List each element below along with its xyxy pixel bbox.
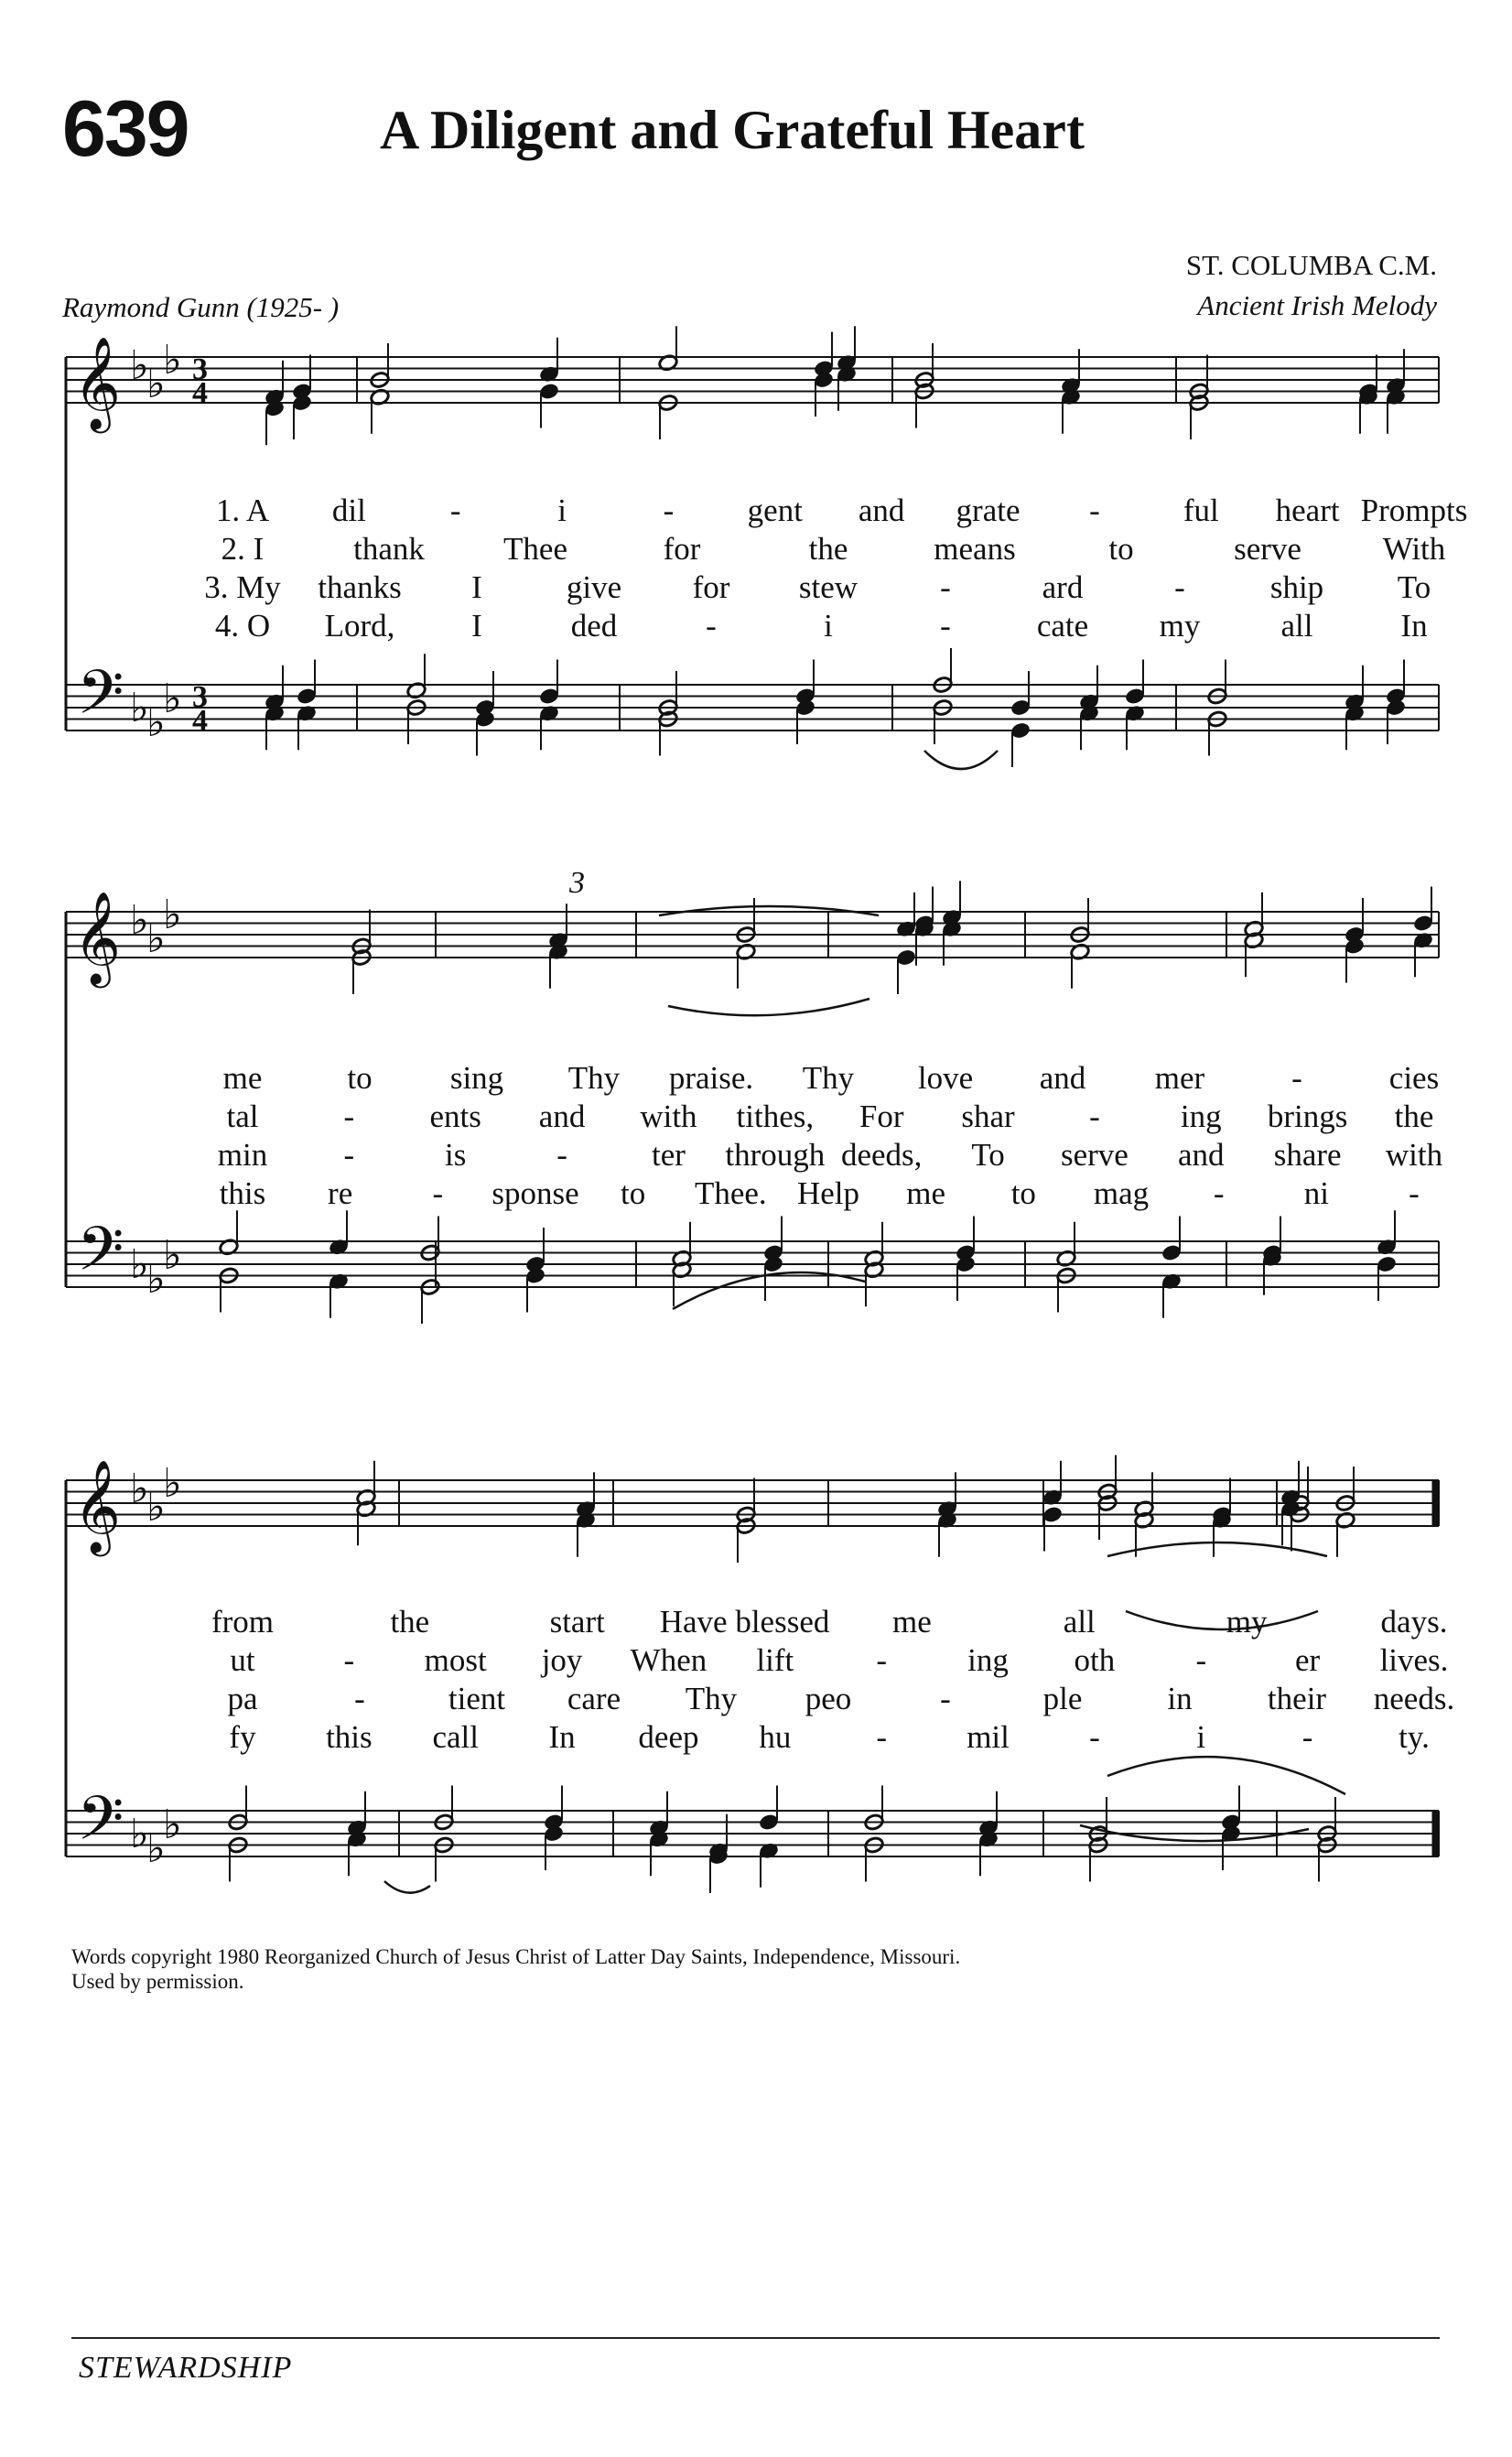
flat-icon: ♭ [163, 1802, 182, 1848]
lyric-syllable: tithes, [736, 1099, 815, 1134]
lyric-syllable: - [1089, 492, 1100, 528]
lyric-syllable: - [343, 1099, 355, 1134]
bass-clef-icon: 𝄢 [77, 657, 124, 742]
slur [384, 1881, 430, 1893]
flat-icon: ♭ [163, 892, 182, 938]
lyric-syllable: joy [541, 1642, 583, 1678]
lyric-syllable: dil [331, 492, 366, 528]
lyric-syllable: needs. [1373, 1681, 1455, 1716]
lyric-syllable: Lord, [324, 608, 395, 644]
time-signature-bottom: 4 [192, 704, 208, 738]
lyric-syllable: all [1280, 608, 1313, 644]
lyric-syllable: - [556, 1137, 567, 1173]
lyric-syllable: ut [230, 1642, 255, 1678]
lyric-syllable: - [449, 492, 461, 528]
lyric-syllable: - [663, 492, 675, 528]
lyric-syllable: - [1301, 1719, 1313, 1755]
lyric-syllable: ard [1042, 569, 1084, 605]
lyric-syllable: i [1196, 1719, 1206, 1755]
treble-clef-icon: 𝄞 [73, 890, 122, 984]
lyric-syllable: means [934, 531, 1016, 567]
lyric-syllable: lift [756, 1642, 794, 1678]
permission-line: Used by permission. [71, 1970, 244, 1993]
lyric-syllable: With [1382, 531, 1446, 567]
flat-icon: ♭ [146, 1256, 166, 1303]
lyric-syllable: the [1394, 1099, 1434, 1134]
lyric-syllable: ple [1042, 1681, 1083, 1716]
lyric-syllable: 3. My [204, 569, 281, 605]
flat-icon: ♭ [130, 685, 149, 731]
lyric-syllable: ni [1303, 1175, 1329, 1211]
lyric-syllable: - [343, 1137, 355, 1173]
lyric-syllable: ship [1269, 569, 1324, 605]
lyric-syllable: In [1400, 608, 1428, 644]
lyric-syllable: peo [805, 1681, 852, 1716]
lyric-syllable: ing [967, 1642, 1009, 1678]
lyric-syllable: oth [1074, 1642, 1116, 1678]
lyric-syllable: I [471, 608, 482, 644]
flat-icon: ♭ [163, 1460, 182, 1507]
lyric-syllable: all [1063, 1604, 1096, 1640]
lyric-syllable: i [824, 608, 833, 644]
slur [924, 751, 998, 769]
lyric-syllable: tient [448, 1681, 506, 1716]
flat-icon: ♭ [130, 342, 149, 389]
lyric-syllable: I [471, 569, 482, 605]
lyric-syllable: for [663, 531, 701, 567]
lyric-syllable: from [211, 1604, 275, 1640]
lyric-syllable: hu [759, 1719, 792, 1755]
lyric-syllable: - [1291, 1060, 1302, 1096]
lyric-syllable: me [906, 1175, 946, 1211]
lyric-syllable: pa [227, 1681, 258, 1716]
lyric-syllable: ing [1180, 1099, 1222, 1134]
treble-clef-icon: 𝄞 [73, 335, 122, 429]
lyric-syllable: Thy [567, 1060, 621, 1096]
lyric-syllable: my [1159, 608, 1201, 644]
lyric-syllable: 4. O [214, 608, 271, 644]
lyric-syllable: lives. [1379, 1642, 1449, 1678]
author-credit: Raymond Gunn (1925- ) [62, 291, 340, 323]
bass-clef-icon: 𝄢 [77, 1214, 124, 1299]
lyric-syllable: Thy [685, 1681, 738, 1716]
notehead [759, 1813, 780, 1832]
lyric-syllable: ty. [1399, 1719, 1430, 1755]
lyric-syllable: stew [798, 569, 859, 605]
flat-icon: ♭ [130, 1811, 149, 1857]
lyric-syllable: me [892, 1604, 932, 1640]
lyric-syllable: ter [651, 1137, 686, 1173]
slur [668, 999, 869, 1015]
lyric-syllable: this [326, 1719, 373, 1755]
lyric-syllable: cate [1036, 608, 1089, 644]
lyric-syllable: love [917, 1060, 974, 1096]
lyric-syllable: to [347, 1060, 373, 1096]
flat-icon: ♭ [146, 699, 166, 746]
lyric-syllable: care [567, 1681, 621, 1716]
lyric-syllable: is [445, 1137, 467, 1173]
lyric-syllable: start [549, 1604, 605, 1640]
flat-icon: ♭ [130, 1466, 149, 1512]
lyric-syllable: To [971, 1137, 1005, 1173]
notehead [539, 383, 560, 401]
lyric-syllable: cies [1388, 1060, 1440, 1096]
flat-icon: ♭ [163, 337, 182, 384]
flat-icon: ♭ [146, 1825, 166, 1872]
notehead [1377, 1255, 1398, 1273]
lyric-syllable: Thee [503, 531, 567, 567]
lyric-syllable: and [538, 1099, 586, 1134]
lyric-syllable: and [1177, 1137, 1225, 1173]
lyric-syllable: - [1089, 1719, 1100, 1755]
flat-icon: ♭ [130, 897, 149, 944]
lyric-syllable: sing [449, 1060, 504, 1096]
lyric-syllable: in [1167, 1681, 1193, 1716]
notehead [1010, 698, 1031, 717]
lyric-syllable: with [640, 1099, 697, 1134]
lyric-syllable: er [1295, 1642, 1321, 1678]
lyric-syllable: praise. [668, 1060, 754, 1096]
lyric-syllable: and [1039, 1060, 1086, 1096]
lyric-syllable: - [876, 1642, 887, 1678]
lyric-syllable: to [621, 1175, 646, 1211]
lyric-syllable: In [548, 1719, 576, 1755]
notehead [1010, 721, 1031, 740]
lyric-syllable: re [328, 1175, 353, 1211]
lyric-syllable: serve [1060, 1137, 1129, 1173]
lyric-syllable: call [432, 1719, 479, 1755]
lyric-syllable: i [557, 492, 567, 528]
flat-icon: ♭ [130, 1241, 149, 1288]
lyric-syllable: For [859, 1099, 904, 1134]
lyric-syllable: me [222, 1060, 263, 1096]
lyric-syllable: serve [1234, 531, 1301, 567]
notehead [1413, 915, 1434, 933]
notehead [1125, 687, 1146, 706]
lyric-syllable: mil [967, 1719, 1010, 1755]
lyric-syllable: - [876, 1719, 887, 1755]
lyric-syllable: Help [796, 1175, 860, 1211]
lyric-syllable: tal [226, 1099, 259, 1134]
slur [1126, 1611, 1318, 1629]
lyric-syllable: Thee. [694, 1175, 767, 1211]
lyric-syllable: Thy [802, 1060, 855, 1096]
notehead [297, 687, 318, 706]
flat-icon: ♭ [146, 361, 166, 407]
category-label: STEWARDSHIP [79, 2351, 293, 2385]
lyric-syllable: 2. I [221, 531, 265, 567]
lyric-syllable: 1. A [215, 492, 270, 528]
lyric-syllable: heart [1275, 492, 1340, 528]
flat-icon: ♭ [146, 1484, 166, 1531]
lyric-syllable: shar [961, 1099, 1015, 1134]
lyric-syllable: - [354, 1681, 365, 1716]
lyric-syllable: this [219, 1175, 266, 1211]
lyric-syllable: Have blessed [659, 1604, 830, 1640]
notehead [1161, 1244, 1183, 1262]
flat-icon: ♭ [163, 676, 182, 722]
lyric-syllable: - [343, 1642, 355, 1678]
tune-source: Ancient Irish Melody [1197, 289, 1437, 321]
lyric-syllable: When [630, 1642, 707, 1678]
flat-icon: ♭ [163, 1232, 182, 1279]
lyric-syllable: - [1174, 569, 1185, 605]
hymn-number: 639 [62, 85, 189, 173]
lyric-syllable: - [1213, 1175, 1225, 1211]
time-signature-top: 3 [192, 352, 208, 386]
lyric-syllable: to [1010, 1175, 1036, 1211]
lyric-syllable: - [432, 1175, 444, 1211]
slur [1107, 1757, 1345, 1794]
triplet-mark: 3 [569, 866, 585, 900]
hymn-title: A Diligent and Grateful Heart [380, 100, 1085, 160]
lyric-syllable: grate [956, 492, 1021, 528]
lyric-syllable: the [390, 1604, 430, 1640]
lyric-syllable: - [1195, 1642, 1207, 1678]
lyric-syllable: - [706, 608, 717, 644]
lyric-syllable: - [1089, 1099, 1100, 1134]
lyric-syllable: brings [1267, 1099, 1348, 1134]
flat-icon: ♭ [146, 915, 166, 962]
slur [1107, 1542, 1327, 1556]
lyric-syllable: through [725, 1137, 826, 1173]
lyric-syllable: - [940, 1681, 951, 1716]
lyric-syllable: fy [229, 1719, 256, 1755]
lyric-syllable: with [1385, 1137, 1443, 1173]
lyric-syllable: deep [638, 1719, 699, 1755]
lyric-syllable: Prompts [1360, 492, 1468, 528]
lyric-syllable: mer [1154, 1060, 1205, 1096]
lyric-syllable: To [1397, 569, 1431, 605]
lyric-syllable: - [1409, 1175, 1420, 1211]
lyric-syllable: min [217, 1137, 268, 1173]
lyric-syllable: ful [1183, 492, 1219, 528]
lyric-syllable: ents [429, 1099, 481, 1134]
lyric-syllable: the [808, 531, 848, 567]
lyric-syllable: sponse [491, 1175, 579, 1211]
notehead [1042, 1506, 1064, 1524]
bass-clef-icon: 𝄢 [77, 1783, 124, 1868]
lyric-syllable: mag [1093, 1175, 1150, 1211]
lyric-syllable: gent [747, 492, 803, 528]
notehead [896, 948, 917, 967]
lyric-syllable: thanks [318, 569, 402, 605]
lyric-syllable: thank [353, 531, 425, 567]
lyric-syllable: for [692, 569, 730, 605]
lyric-syllable: give [566, 569, 622, 605]
lyric-syllable: their [1267, 1681, 1327, 1716]
tune-name: ST. COLUMBA C.M. [1185, 249, 1437, 281]
copyright-notice [71, 1944, 960, 1994]
lyric-syllable: share [1273, 1137, 1342, 1173]
lyric-syllable: - [940, 608, 951, 644]
treble-clef-icon: 𝄞 [73, 1458, 122, 1553]
lyric-syllable: deeds, [840, 1137, 923, 1173]
copyright-line: Words copyright 1980 Reorganized Church of Jesus Christ of Latter Day Saints, Independence, Missouri. [71, 1945, 961, 1968]
notehead [539, 687, 560, 706]
slur [673, 1272, 865, 1309]
footer-divider [71, 2337, 1440, 2339]
lyric-syllable: - [940, 569, 951, 605]
lyric-syllable: to [1108, 531, 1134, 567]
time-signature-bottom: 4 [192, 376, 208, 410]
lyric-syllable: my [1226, 1604, 1268, 1640]
time-signature-top: 3 [192, 680, 208, 714]
lyric-syllable: ded [570, 608, 618, 644]
lyric-syllable: days. [1380, 1604, 1448, 1640]
lyric-syllable: and [858, 492, 905, 528]
lyric-syllable: most [424, 1642, 487, 1678]
